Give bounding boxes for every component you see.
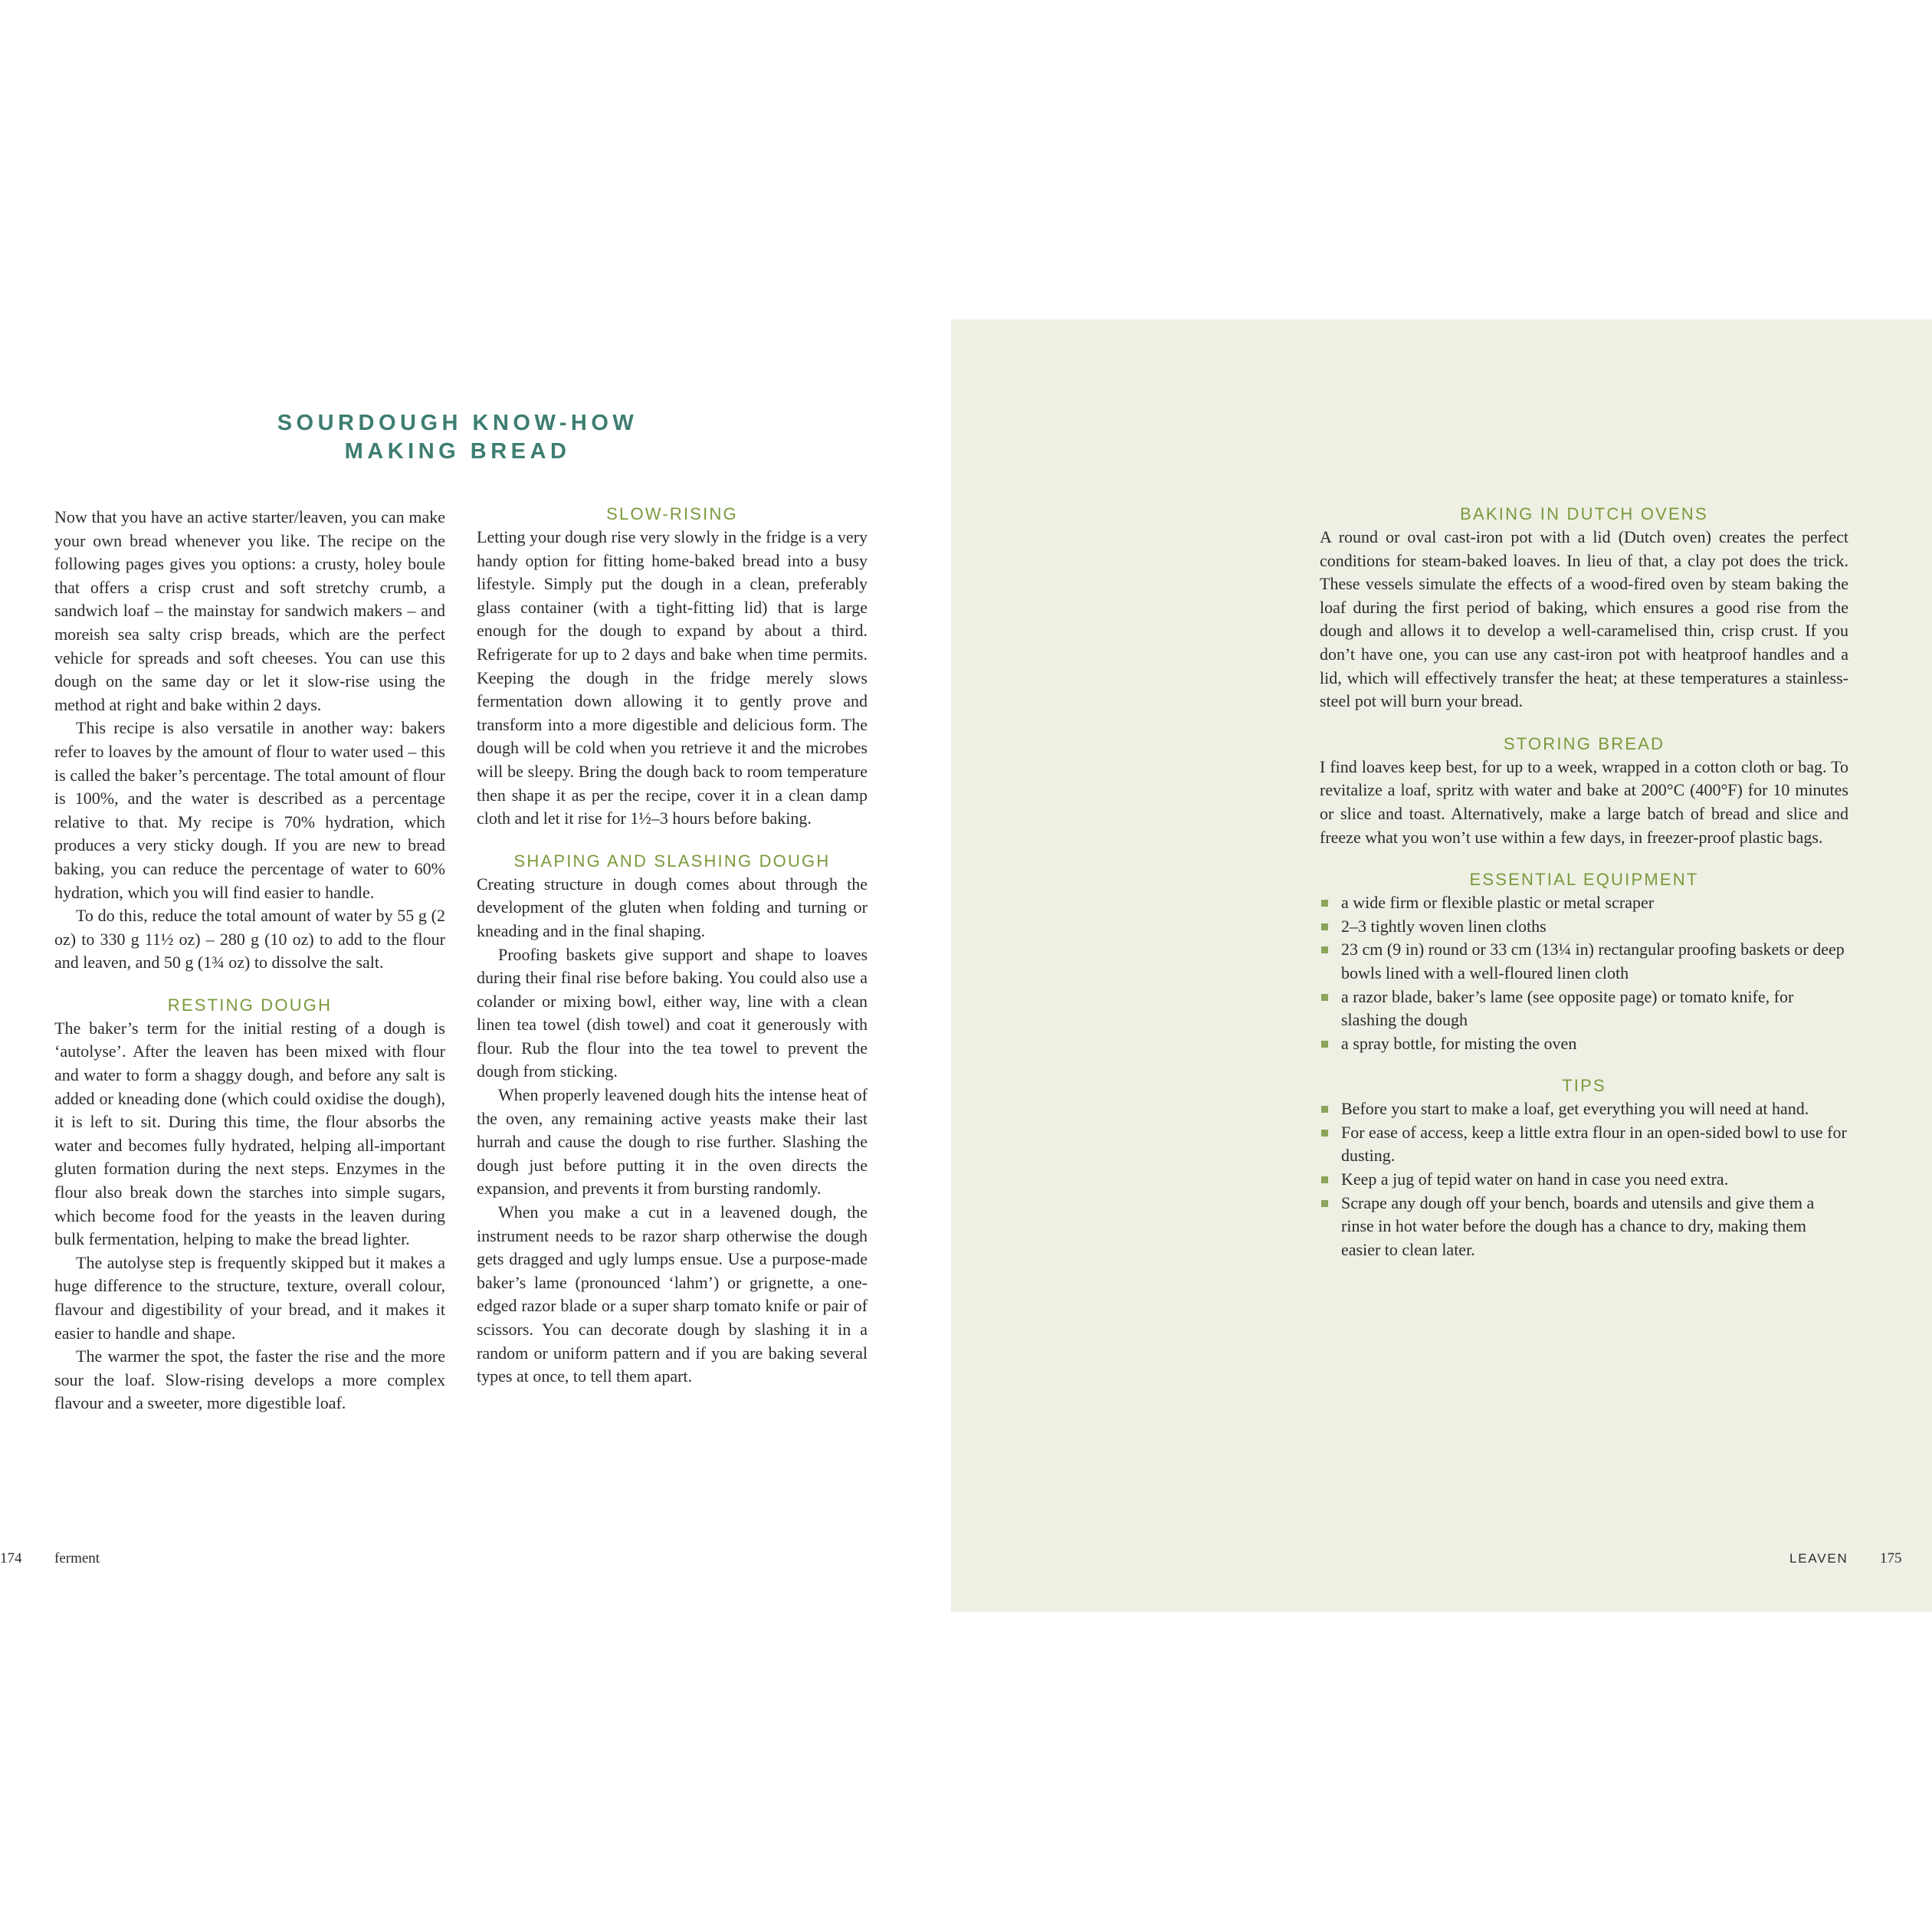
page-title (270, 409, 645, 466)
slow-rising-heading: SLOW-RISING (606, 504, 738, 523)
list-item: Scrape any dough off your bench, boards and utensils and give them a rinse in hot water before the dough has a chance to dry, making them easier to clean later. (1320, 1192, 1848, 1262)
slow-rising-paragraph: Letting your dough rise very slowly in the fridge is a very handy option for fitting home-baked bread into a busy lifestyle. Simply put the dough in a clean, preferably glass container (with a tight-fitting lid) that is large enough for the dough to expand by about a third. Refrigerate for up to 2 days and bake when time permits. Keeping the dough in the fridge merely slows fermentation down allowing it to gently prove and transform into a more digestible and delicious form. The dough will be cold when you retrieve it and the microbes will be sleepy. Bring the dough back to room temperature then shape it as per the recipe, cover it in a clean damp cloth and let it rise for 1½–3 hours before baking. (477, 527, 868, 828)
list-item: a spray bottle, for misting the oven (1320, 1032, 1848, 1056)
shaping-heading: SHAPING AND SLASHING DOUGH (513, 851, 831, 871)
equipment-heading: ESSENTIAL EQUIPMENT (1469, 870, 1699, 890)
intro-paragraph-3: To do this, reduce the total amount of water by 55 g (2 oz) to 330 g 11½ oz) – 280 g (10 oz) to add to the flour and leaven, and 50 g (1¾ oz) to dissolve the salt. (54, 906, 445, 973)
list-item: 23 cm (9 in) round or 33 cm (13¼ in) rectangular proofing baskets or deep bowls lined with a well-floured linen cloth (1320, 938, 1848, 985)
middle-column (477, 503, 868, 1389)
left-page-number: 174 (0, 1550, 22, 1566)
resting-dough-paragraph-1: The baker’s term for the initial resting of a dough is ‘autolyse’. After the leaven has been mixed with flour and water to form a shaggy dough, and before any salt is added or kneading done (which could oxidise the dough), it is left to sit. During this time, the flour absorbs the water and becomes fully hydrated, helping all-important gluten formation during the next steps. Enzymes in the flour also break down the starches into simple sugars, which become food for the yeasts in the leaven during bulk fermentation, helping to make the bread lighter. (54, 1018, 445, 1249)
resting-dough-paragraph-3: The warmer the spot, the faster the rise and the more sour the loaf. Slow-rising develops a more complex flavour and a sweeter, more digestible loaf. (54, 1346, 445, 1413)
right-column (1320, 503, 1848, 1261)
shaping-paragraph-1: Creating structure in dough comes about through the development of the gluten when folding and turning or kneading and in the final shaping. (477, 874, 868, 940)
list-item: a wide firm or flexible plastic or metal scraper (1320, 891, 1848, 915)
list-item: a razor blade, baker’s lame (see opposite page) or tomato knife, for slashing the dough (1320, 986, 1848, 1032)
shaping-paragraph-4: When you make a cut in a leavened dough, the instrument needs to be razor sharp otherwise the dough gets dragged and ugly lumps ensue. Use a purpose-made baker’s lame (pronounced ‘lahm’) or grignette, a one-edged razor blade or a super sharp tomato knife or pair of scissors. You can decorate dough by slashing it in a random or uniform pattern and if you are baking several types at once, to tell them apart. (477, 1202, 868, 1386)
right-running-head: LEAVEN (1789, 1551, 1848, 1566)
right-page-number: 175 (1880, 1550, 1902, 1566)
storing-bread-paragraph: I find loaves keep best, for up to a week, wrapped in a cotton cloth or bag. To revitalize a loaf, spritz with water and bake at 200°C (400°F) for 10 minutes or slice and toast. Alternatively, make a large batch of bread and slice and freeze what you won’t use within a few days, in freezer-proof plastic bags. (1320, 756, 1848, 847)
list-item: For ease of access, keep a little extra flour in an open-sided bowl to use for dusting. (1320, 1121, 1848, 1168)
intro-paragraph-2: This recipe is also versatile in another way: bakers refer to loaves by the amount of flour to water used – this is called the baker’s percentage. The total amount of flour is 100%, and the water is described as a percentage relative to that. My recipe is 70% hydration, which produces a very sticky dough. If you are new to bread baking, you can reduce the percentage of water to 60% hydration, which you will find easier to handle. (54, 718, 445, 902)
left-column (54, 506, 445, 1415)
resting-dough-heading: RESTING DOUGH (167, 995, 333, 1015)
tips-list (1320, 1097, 1848, 1261)
dutch-ovens-heading: BAKING IN DUTCH OVENS (1460, 504, 1708, 523)
list-item: Keep a jug of tepid water on hand in case you need extra. (1320, 1168, 1848, 1192)
tips-heading: TIPS (1562, 1076, 1606, 1096)
intro-paragraph-1: Now that you have an active starter/leaven, you can make your own bread whenever you like. The recipe on the following pages gives you options: a crusty, holey boule that offers a crisp crust and soft stretchy crumb, a sandwich loaf – the mainstay for sandwich makers – and moreish sea salty crisp breads, which are the perfect vehicle for spreads and soft cheeses. You can use this dough on the same day or let it slow-rise using the method at right and bake within 2 days. (54, 507, 445, 714)
left-running-head: ferment (54, 1550, 100, 1566)
equipment-list (1320, 891, 1848, 1055)
shaping-paragraph-2: Proofing baskets give support and shape to loaves during their final rise before baking. You could also use a colander or mixing bowl, either way, line with a clean linen tea towel (dish towel) and coat it generously with flour. Rub the flour into the tea towel to prevent the dough from sticking. (477, 944, 868, 1081)
list-item: Before you start to make a loaf, get everything you will need at hand. (1320, 1097, 1848, 1121)
storing-bread-heading: STORING BREAD (1503, 733, 1665, 753)
resting-dough-paragraph-2: The autolyse step is frequently skipped but it makes a huge difference to the structure, texture, overall colour, flavour and digestibility of your bread, and it makes it easier to handle and shape. (54, 1252, 445, 1343)
list-item: 2–3 tightly woven linen cloths (1320, 915, 1848, 939)
title-line-1: SOURDOUGH KNOW-HOW (277, 411, 638, 435)
shaping-paragraph-3: When properly leavened dough hits the intense heat of the oven, any remaining active yeasts make their last hurrah and cause the dough to rise further. Slashing the dough just before putting it in the oven directs the expansion, and prevents it from bursting randomly. (477, 1085, 868, 1199)
title-line-2: MAKING BREAD (344, 439, 571, 464)
dutch-ovens-paragraph: A round or oval cast-iron pot with a lid (Dutch oven) creates the perfect conditions for steam-baked loaves. In lieu of that, a clay pot does the trick. These vessels simulate the effects of a wood-fired oven by steam baking the loaf during the first period of baking, which ensures a good rise from the dough and allows it to develop a well-caramelised thin, crisp crust. If you don’t have one, you can use any cast-iron pot with heatproof handles and a lid, which will effectively transfer the heat; at these temperatures a stainless-steel pot will burn your bread. (1320, 527, 1848, 711)
